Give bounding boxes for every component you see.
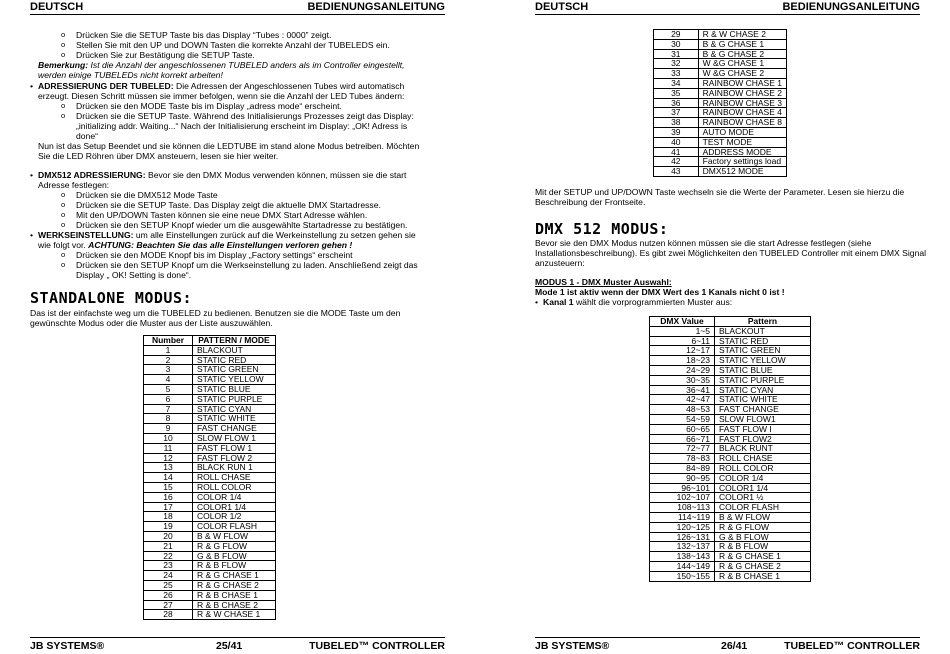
row-pattern: B & G CHASE 2 bbox=[698, 49, 786, 59]
table-row bbox=[650, 463, 811, 473]
footer-product: TUBELED™ CONTROLLER bbox=[309, 640, 445, 652]
dmx-addressing-bullet bbox=[38, 170, 406, 180]
page-header bbox=[535, 0, 920, 15]
row-pattern: SLOW FLOW1 bbox=[715, 414, 811, 424]
row-pattern: FAST CHANGE bbox=[193, 424, 276, 434]
row-key: 39 bbox=[654, 127, 699, 137]
channel-1-label: Kanal 1 bbox=[543, 297, 574, 307]
row-key: 3 bbox=[144, 365, 193, 375]
table-row bbox=[144, 522, 276, 532]
header-language: DEUTSCH bbox=[535, 1, 589, 13]
row-pattern: COLOR FLASH bbox=[193, 522, 276, 532]
row-pattern: R & B FLOW bbox=[715, 542, 811, 552]
standalone-heading: STANDALONE MODUS: bbox=[30, 289, 193, 307]
row-key: 15 bbox=[144, 482, 193, 492]
addressing-step-1: o Drücken sie den MODE Taste bis im Display „adress mode“ erscheint. bbox=[76, 101, 342, 111]
row-key: 9 bbox=[144, 424, 193, 434]
table-row bbox=[144, 433, 276, 443]
row-pattern: STATIC YELLOW bbox=[193, 375, 276, 385]
pattern-table-left bbox=[143, 335, 276, 620]
row-pattern: FAST FLOW2 bbox=[715, 434, 811, 444]
header-number: Number bbox=[144, 336, 193, 346]
setup-step-2: o Stellen Sie mit den UP und DOWN Tasten die korrekte Anzahl der TUBELEDS ein. bbox=[76, 40, 390, 50]
addressing-step-2b: „initializing addr. Waiting...“ Nach der Initialisierung erscheint im Display: „OK! Adress is bbox=[76, 121, 408, 131]
row-key: 36~41 bbox=[650, 385, 715, 395]
dmx-heading: DMX 512 MODUS: bbox=[535, 220, 669, 238]
row-key: 30~35 bbox=[650, 375, 715, 385]
row-key: 1~5 bbox=[650, 326, 715, 336]
page-right bbox=[475, 0, 950, 654]
row-pattern: STATIC RED bbox=[193, 355, 276, 365]
table-row bbox=[654, 88, 787, 98]
factory-step-2a: o Drücken sie den SETUP Knopf um die Werkseinstellung zu laden. Anschließend zeigt das bbox=[76, 260, 418, 270]
header-title: BEDIENUNGSANLEITUNG bbox=[307, 1, 445, 13]
row-pattern: STATIC PURPLE bbox=[193, 394, 276, 404]
row-pattern: Factory settings load bbox=[698, 157, 786, 167]
dmx-step-3: o Mit den UP/DOWN Tasten können sie eine neue DMX Start Adresse wählen. bbox=[76, 210, 367, 220]
row-key: 78~83 bbox=[650, 454, 715, 464]
remark-line-1 bbox=[38, 60, 405, 70]
setup-text-2: Beschreibung der Frontseite. bbox=[535, 197, 646, 207]
footer-brand: JB SYSTEMS® bbox=[30, 640, 105, 652]
table-row bbox=[654, 137, 787, 147]
dmx-step-2: o Drücken sie die SETUP Taste. Das Display zeigt die aktuelle DMX Startadresse. bbox=[76, 200, 381, 210]
table-row bbox=[144, 345, 276, 355]
row-pattern: RAINBOW CHASE 4 bbox=[698, 108, 786, 118]
table-row bbox=[650, 571, 811, 581]
row-key: 14 bbox=[144, 473, 193, 483]
row-pattern: R & B CHASE 1 bbox=[715, 571, 811, 581]
addressing-step-2c: done“ bbox=[76, 131, 98, 141]
row-pattern: STATIC GREEN bbox=[193, 365, 276, 375]
row-pattern: STATIC BLUE bbox=[193, 384, 276, 394]
remark-line-2: werden einige TUBELEDs nicht korrekt arbeiten! bbox=[38, 70, 223, 80]
row-key: 35 bbox=[654, 88, 699, 98]
row-pattern: G & B FLOW bbox=[193, 551, 276, 561]
dmx-text-3: anzusteuern: bbox=[535, 258, 585, 268]
row-pattern: DMX512 MODE bbox=[698, 167, 786, 177]
row-pattern: STATIC PURPLE bbox=[715, 375, 811, 385]
dmx-step-1: o Drücken sie die DMX512 Mode Taste bbox=[76, 190, 218, 200]
row-key: 84~89 bbox=[650, 463, 715, 473]
row-pattern: R & G CHASE 1 bbox=[193, 571, 276, 581]
row-key: 108~113 bbox=[650, 503, 715, 513]
table-row bbox=[650, 552, 811, 562]
row-key: 8 bbox=[144, 414, 193, 424]
table-row bbox=[144, 590, 276, 600]
header-pattern: Pattern bbox=[715, 317, 811, 327]
table-row bbox=[650, 561, 811, 571]
row-key: 19 bbox=[144, 522, 193, 532]
row-key: 150~155 bbox=[650, 571, 715, 581]
row-pattern: COLOR 1/2 bbox=[193, 512, 276, 522]
row-pattern: R & G FLOW bbox=[193, 541, 276, 551]
row-pattern: COLOR1 1/4 bbox=[715, 483, 811, 493]
page-footer bbox=[30, 637, 445, 654]
row-key: 18 bbox=[144, 512, 193, 522]
table-row bbox=[144, 580, 276, 590]
row-pattern: FAST FLOW 2 bbox=[193, 453, 276, 463]
factory-warning: ACHTUNG: Beachten Sie das alle Einstellungen verloren gehen ! bbox=[88, 240, 353, 250]
row-pattern: G & B FLOW bbox=[715, 532, 811, 542]
row-pattern: W &G CHASE 2 bbox=[698, 69, 786, 79]
header-pattern: PATTERN / MODE bbox=[193, 336, 276, 346]
row-pattern: R & B CHASE 1 bbox=[193, 590, 276, 600]
header-dmx-value: DMX Value bbox=[650, 317, 715, 327]
channel-1-text: wählt die vorprogrammierten Muster aus: bbox=[573, 297, 733, 307]
table-row bbox=[650, 512, 811, 522]
row-pattern: ROLL COLOR bbox=[193, 482, 276, 492]
row-pattern: R & B FLOW bbox=[193, 561, 276, 571]
table-row bbox=[144, 394, 276, 404]
row-pattern: RAINBOW CHASE 2 bbox=[698, 88, 786, 98]
row-pattern: W &G CHASE 1 bbox=[698, 59, 786, 69]
row-key: 11 bbox=[144, 443, 193, 453]
row-key: 34 bbox=[654, 78, 699, 88]
row-key: 12~17 bbox=[650, 346, 715, 356]
remark-text-1: Ist die Anzahl der angeschlossenen TUBELED anders als im Controller eingestellt, bbox=[88, 60, 405, 70]
pattern-table-right bbox=[653, 29, 787, 177]
table-row bbox=[650, 473, 811, 483]
setup-done-1: Nun ist das Setup Beendet und sie können die LEDTUBE im stand alone Modus betreiben. Möchten bbox=[38, 141, 420, 151]
row-pattern: R & W CHASE 1 bbox=[193, 610, 276, 620]
dmx-addressing-label: DMX512 ADRESSIERUNG: bbox=[38, 170, 146, 180]
standalone-text-1: Das ist der einfachste weg um die TUBELED zu bedienen. Benutzen sie die MODE Taste um den bbox=[30, 308, 401, 318]
row-pattern: COLOR1 ½ bbox=[715, 493, 811, 503]
setup-step-3: o Drücken Sie zur Bestätigung die SETUP Taste. bbox=[76, 50, 255, 60]
table-row bbox=[654, 167, 787, 177]
row-key: 41 bbox=[654, 147, 699, 157]
row-pattern: ADDRESS MODE bbox=[698, 147, 786, 157]
table-row bbox=[650, 365, 811, 375]
row-key: 36 bbox=[654, 98, 699, 108]
row-pattern: STATIC CYAN bbox=[193, 404, 276, 414]
row-pattern: R & G CHASE 1 bbox=[715, 552, 811, 562]
row-key: 40 bbox=[654, 137, 699, 147]
row-key: 48~53 bbox=[650, 405, 715, 415]
table-row bbox=[654, 39, 787, 49]
table-row bbox=[650, 424, 811, 434]
row-key: 43 bbox=[654, 167, 699, 177]
row-key: 26 bbox=[144, 590, 193, 600]
table-header-row bbox=[650, 317, 811, 327]
footer-product: TUBELED™ CONTROLLER bbox=[784, 640, 920, 652]
footer-brand: JB SYSTEMS® bbox=[535, 640, 610, 652]
addressing-text-1: Die Adressen der Angeschlossenen Tubes wird automatisch bbox=[173, 81, 405, 91]
table-row bbox=[144, 531, 276, 541]
row-key: 102~107 bbox=[650, 493, 715, 503]
row-pattern: R & G FLOW bbox=[715, 522, 811, 532]
table-row bbox=[144, 424, 276, 434]
table-row bbox=[144, 473, 276, 483]
dmx-text-2: Installationsbeschreibung). Es gibt zwei Möglichkeiten den TUBELED Controller mit einem DMX Signal bbox=[535, 248, 927, 258]
row-pattern: STATIC WHITE bbox=[193, 414, 276, 424]
modus1-note: Mode 1 ist aktiv wenn der DMX Wert des 1 Kanals nicht 0 ist ! bbox=[535, 287, 785, 297]
footer-page-number: 26/41 bbox=[721, 640, 748, 652]
row-key: 6~11 bbox=[650, 336, 715, 346]
setup-text-1: Mit der SETUP und UP/DOWN Taste wechseln sie die Werte der Parameter. Lesen sie hierzu die bbox=[535, 187, 905, 197]
row-pattern: STATIC YELLOW bbox=[715, 356, 811, 366]
table-row bbox=[144, 384, 276, 394]
row-key: 2 bbox=[144, 355, 193, 365]
table-row bbox=[654, 30, 787, 40]
row-key: 24 bbox=[144, 571, 193, 581]
table-row bbox=[654, 127, 787, 137]
table-row bbox=[650, 503, 811, 513]
row-key: 114~119 bbox=[650, 512, 715, 522]
table-row bbox=[650, 375, 811, 385]
row-pattern: R & G CHASE 2 bbox=[715, 561, 811, 571]
row-pattern: BLACK RUNT bbox=[715, 444, 811, 454]
table-row bbox=[650, 405, 811, 415]
row-key: 120~125 bbox=[650, 522, 715, 532]
standalone-text-2: gewünschte Modus oder die Muster aus der Liste auszuwählen. bbox=[30, 318, 273, 328]
row-key: 25 bbox=[144, 580, 193, 590]
row-key: 7 bbox=[144, 404, 193, 414]
row-key: 22 bbox=[144, 551, 193, 561]
dmx-text-1: Bevor sie den DMX Modus nutzen können müssen sie die start Adresse festlegen (siehe bbox=[535, 238, 872, 248]
row-key: 6 bbox=[144, 394, 193, 404]
row-key: 72~77 bbox=[650, 444, 715, 454]
row-pattern: COLOR 1/4 bbox=[193, 492, 276, 502]
table-row bbox=[144, 571, 276, 581]
row-key: 10 bbox=[144, 433, 193, 443]
addressing-bullet bbox=[38, 81, 404, 91]
row-pattern: B & W FLOW bbox=[193, 531, 276, 541]
header-title: BEDIENUNGSANLEITUNG bbox=[782, 1, 920, 13]
row-pattern: R & B CHASE 2 bbox=[193, 600, 276, 610]
row-key: 12 bbox=[144, 453, 193, 463]
row-pattern: BLACK RUN 1 bbox=[193, 463, 276, 473]
row-key: 16 bbox=[144, 492, 193, 502]
table-row bbox=[654, 118, 787, 128]
row-key: 60~65 bbox=[650, 424, 715, 434]
row-key: 27 bbox=[144, 600, 193, 610]
row-pattern: STATIC BLUE bbox=[715, 365, 811, 375]
row-pattern: TEST MODE bbox=[698, 137, 786, 147]
row-key: 96~101 bbox=[650, 483, 715, 493]
addressing-label: ADRESSIERUNG DER TUBELED: bbox=[38, 81, 174, 91]
factory-step-2b: Display „ OK! Setting is done“. bbox=[76, 270, 192, 280]
row-pattern: STATIC GREEN bbox=[715, 346, 811, 356]
row-pattern: ROLL CHASE bbox=[193, 473, 276, 483]
dmx-step-4: o Drücken sie den SETUP Knopf wieder um die ausgewählte Startadresse zu bestätigen. bbox=[76, 220, 407, 230]
row-key: 30 bbox=[654, 39, 699, 49]
row-key: 18~23 bbox=[650, 356, 715, 366]
row-key: 144~149 bbox=[650, 561, 715, 571]
row-key: 5 bbox=[144, 384, 193, 394]
row-key: 54~59 bbox=[650, 414, 715, 424]
row-key: 29 bbox=[654, 30, 699, 40]
dmx-addressing-text-1: Bevor sie den DMX Modus verwenden können, müssen sie die start bbox=[145, 170, 407, 180]
table-row bbox=[144, 541, 276, 551]
row-key: 4 bbox=[144, 375, 193, 385]
row-pattern: R & W CHASE 2 bbox=[698, 30, 786, 40]
row-key: 132~137 bbox=[650, 542, 715, 552]
row-key: 28 bbox=[144, 610, 193, 620]
table-row bbox=[654, 69, 787, 79]
factory-bullet bbox=[38, 230, 416, 240]
row-key: 31 bbox=[654, 49, 699, 59]
addressing-step-2a: o Drücken sie die SETUP Taste. Während des Initialisierungs Prozesses zeigt das Display: bbox=[76, 111, 414, 121]
table-row bbox=[650, 326, 811, 336]
row-pattern: COLOR 1/4 bbox=[715, 473, 811, 483]
row-pattern: FAST FLOW I bbox=[715, 424, 811, 434]
row-key: 21 bbox=[144, 541, 193, 551]
row-key: 42 bbox=[654, 157, 699, 167]
row-key: 33 bbox=[654, 69, 699, 79]
row-pattern: B & W FLOW bbox=[715, 512, 811, 522]
row-key: 66~71 bbox=[650, 434, 715, 444]
row-pattern: STATIC CYAN bbox=[715, 385, 811, 395]
factory-text-2 bbox=[38, 240, 352, 250]
table-row bbox=[650, 414, 811, 424]
table-row bbox=[144, 492, 276, 502]
row-pattern: AUTO MODE bbox=[698, 127, 786, 137]
row-pattern: BLACKOUT bbox=[193, 345, 276, 355]
row-pattern: FAST CHANGE bbox=[715, 405, 811, 415]
row-key: 23 bbox=[144, 561, 193, 571]
row-pattern: COLOR1 1/4 bbox=[193, 502, 276, 512]
channel-1-bullet bbox=[543, 297, 732, 307]
table-row bbox=[144, 610, 276, 620]
row-key: 17 bbox=[144, 502, 193, 512]
row-pattern: ROLL COLOR bbox=[715, 463, 811, 473]
modus1-heading: MODUS 1 - DMX Muster Auswahl: bbox=[535, 277, 672, 287]
table-row bbox=[650, 522, 811, 532]
row-key: 1 bbox=[144, 345, 193, 355]
table-row bbox=[650, 454, 811, 464]
table-row bbox=[654, 78, 787, 88]
row-pattern: ROLL CHASE bbox=[715, 454, 811, 464]
addressing-text-2: erzeugt. Diesen Schritt müssen sie immer befolgen, wenn sie die Anzahl der LED Tubes ändern: bbox=[38, 91, 405, 101]
header-language: DEUTSCH bbox=[30, 1, 84, 13]
footer-page-number: 25/41 bbox=[216, 640, 243, 652]
table-row bbox=[144, 375, 276, 385]
row-pattern: FAST FLOW 1 bbox=[193, 443, 276, 453]
row-pattern: RAINBOW CHASE 8 bbox=[698, 118, 786, 128]
setup-step-1: o Drücken Sie die SETUP Taste bis das Display “Tubes : 0000” zeigt. bbox=[76, 30, 331, 40]
setup-done-2: Sie die LED Röhren über DMX ansteuern, lesen sie hier weiter. bbox=[38, 151, 279, 161]
page-footer bbox=[535, 637, 920, 654]
dmx-addressing-text-2: Adresse festlegen: bbox=[38, 180, 110, 190]
row-key: 138~143 bbox=[650, 552, 715, 562]
row-pattern: RAINBOW CHASE 3 bbox=[698, 98, 786, 108]
row-pattern: RAINBOW CHASE 1 bbox=[698, 78, 786, 88]
table-row bbox=[144, 443, 276, 453]
factory-text-1: um alle Einstellungen zurück auf die Werkeinstellung zu setzen gehen sie bbox=[133, 230, 416, 240]
factory-label: WERKSEINSTELLUNG: bbox=[38, 230, 134, 240]
factory-step-1: o Drücken sie den MODE Knopf bis im Display „Factory settings“ erscheint bbox=[76, 250, 353, 260]
row-key: 90~95 bbox=[650, 473, 715, 483]
table-header-row bbox=[144, 336, 276, 346]
row-pattern: B & G CHASE 1 bbox=[698, 39, 786, 49]
row-pattern: COLOR FLASH bbox=[715, 503, 811, 513]
row-pattern: BLACKOUT bbox=[715, 326, 811, 336]
factory-text-2a: wie folgt vor. bbox=[38, 240, 89, 250]
row-key: 38 bbox=[654, 118, 699, 128]
table-row bbox=[650, 356, 811, 366]
row-key: 42~47 bbox=[650, 395, 715, 405]
remark-label: Bemerkung: bbox=[38, 60, 89, 70]
row-pattern: STATIC WHITE bbox=[715, 395, 811, 405]
row-key: 24~29 bbox=[650, 365, 715, 375]
row-pattern: SLOW FLOW 1 bbox=[193, 433, 276, 443]
row-key: 20 bbox=[144, 531, 193, 541]
row-key: 37 bbox=[654, 108, 699, 118]
table-row bbox=[144, 482, 276, 492]
row-key: 13 bbox=[144, 463, 193, 473]
row-pattern: STATIC RED bbox=[715, 336, 811, 346]
dmx-pattern-table bbox=[649, 316, 811, 582]
row-key: 32 bbox=[654, 59, 699, 69]
row-pattern: R & G CHASE 2 bbox=[193, 580, 276, 590]
page-header bbox=[30, 0, 445, 15]
row-key: 126~131 bbox=[650, 532, 715, 542]
